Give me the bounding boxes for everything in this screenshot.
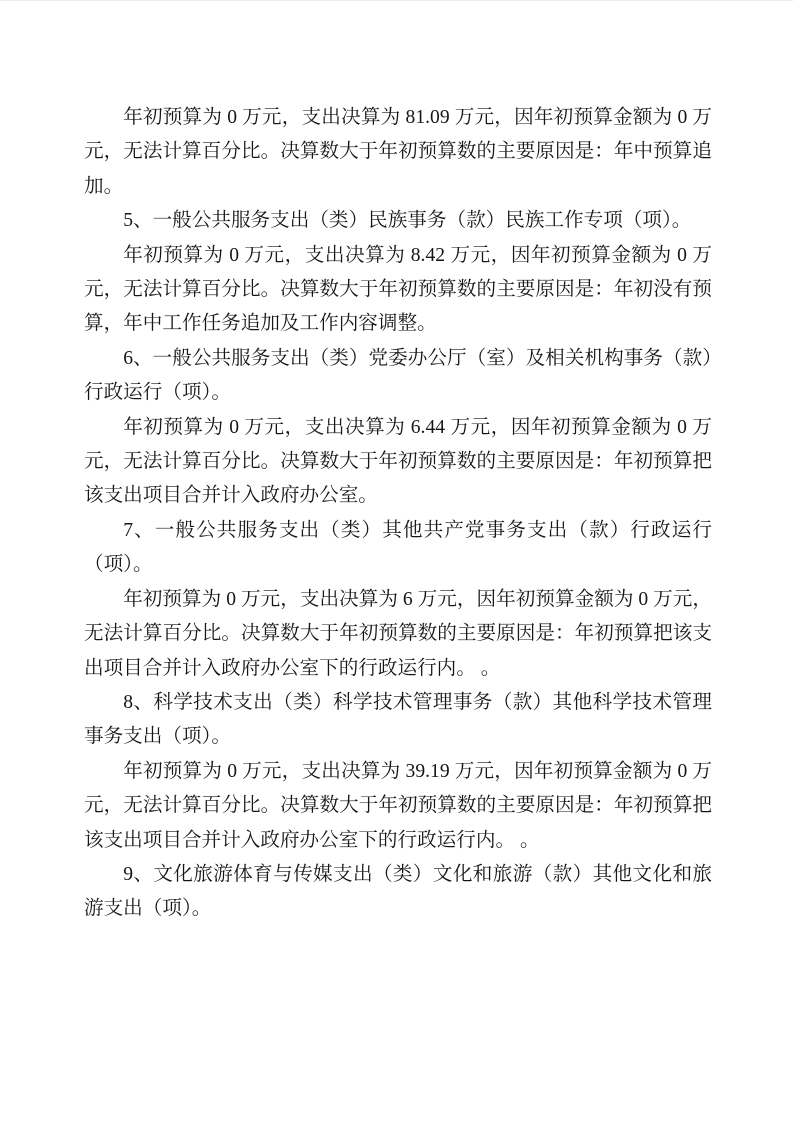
heading-item-8: 8、科学技术支出（类）科学技术管理事务（款）其他科学技术管理事务支出（项）。 [84, 691, 712, 748]
paragraph-budget-note-5: 年初预算为 0 万元，支出决算为 8.42 万元，因年初预算金额为 0 万元，无法计算百分比。决算数大于年初预算数的主要原因是：年初没有预算，年中工作任务追加及工作内容调整。 [84, 244, 712, 335]
paragraph-budget-note-4: 年初预算为 0 万元，支出决算为 81.09 万元，因年初预算金额为 0 万元，无法计算百分比。决算数大于年初预算数的主要原因是：年中预算追加。 [84, 107, 712, 197]
document-body [84, 101, 712, 927]
heading-item-6: 6、一般公共服务支出（类）党委办公厅（室）及相关机构事务（款）行政运行（项）。 [84, 347, 712, 404]
heading-item-9: 9、文化旅游体育与传媒支出（类）文化和旅游（款）其他文化和旅游支出（项）。 [84, 863, 712, 920]
paragraph-budget-note-7: 年初预算为 0 万元，支出决算为 6 万元，因年初预算金额为 0 万元，无法计算百分比。决算数大于年初预算数的主要原因是：年初预算把该支出项目合并计入政府办公室下的行政运行内。 。 [84, 588, 712, 679]
heading-item-5: 5、一般公共服务支出（类）民族事务（款）民族工作专项（项）。 [123, 210, 692, 232]
heading-item-7: 7、一般公共服务支出（类）其他共产党事务支出（款）行政运行（项）。 [84, 519, 712, 576]
paragraph-budget-note-6: 年初预算为 0 万元，支出决算为 6.44 万元，因年初预算金额为 0 万元，无法计算百分比。决算数大于年初预算数的主要原因是：年初预算把该支出项目合并计入政府办公室。 [84, 416, 712, 507]
paragraph-budget-note-8: 年初预算为 0 万元，支出决算为 39.19 万元，因年初预算金额为 0 万元，无法计算百分比。决算数大于年初预算数的主要原因是：年初预算把该支出项目合并计入政府办公室下的行政运行内。 。 [84, 760, 712, 851]
